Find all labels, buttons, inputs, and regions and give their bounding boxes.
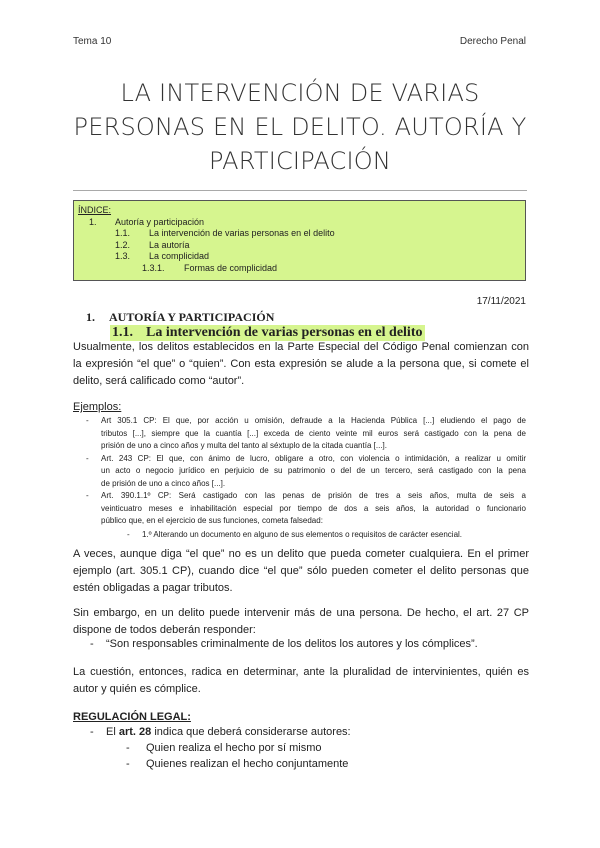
example-line: Art. 390.1.1º CP: Será castigado con las penas de prisión de tres a seis años, multa de seis a [101,491,526,500]
title-divider [73,190,527,191]
index-item-label: La complicidad [149,251,210,261]
regulation-article: art. 28 [118,726,152,738]
example-line: veinticuatro meses e inhabilitación especial por tiempo de dos a seis años, la autoridad o funcionario [101,503,526,513]
example-line: prisión de uno a cinco años y multa del tanto al séxtuplo de la citada cuantía [...]. [101,441,387,450]
paragraph [73,605,529,639]
paragraph-line: ejemplo (art. 305.1 CP), cuando dice “el que” sólo pueden cometer el delito personas que [73,565,529,577]
regulation-subitem [126,756,348,772]
regulation-item [90,724,351,741]
example-item [86,415,526,453]
regulation-suffix: indica que deberá considerarse autores: [151,726,351,738]
example-item [86,490,526,528]
index-item[interactable] [78,251,521,263]
paragraph-line: Usualmente, los delitos establecidos en la Parte Especial del Código Penal comienzan con [73,341,529,353]
list-dash: - [90,726,94,738]
example-item [86,453,526,491]
quote-item [90,636,478,653]
index-heading: ÍNDICE: [78,205,112,215]
header-topic: Tema 10 [73,36,112,47]
document-title [60,76,540,178]
list-dash: - [86,453,89,463]
title-line: PARTICIPACIÓN [208,147,392,175]
paragraph-line: Sin embargo, en un delito puede intervenir más de una persona. De hecho, el art. 27 CP [73,607,529,619]
list-dash: - [127,529,130,539]
regulation-list [90,724,351,741]
paragraph-line: delito, será calificado como “autor”. [73,375,245,387]
index-item[interactable] [78,217,521,229]
list-dash: - [86,416,89,425]
examples-label: Ejemplos: [73,401,122,413]
title-line: PERSONAS EN EL DELITO. AUTORÍA Y [73,113,527,141]
regulation-subitem-text: Quien realiza el hecho por sí mismo [146,742,322,754]
index-item-number: 1. [89,216,97,227]
example-line: Art. 243 CP: El que, con ánimo de lucro, obligare a otro, con violencia o intimidación, a realizar u omitir [101,453,526,463]
paragraph-line: A veces, aunque diga “el que” no es un delito que pueda cometer cualquiera. En el primer [73,548,529,560]
header-subject: Derecho Penal [459,36,526,47]
example-line: Art 305.1 CP: El que, por acción u omisión, defraude a la Hacienda Pública [...] eludiendo el pago de [101,416,526,425]
example-line: público que, en el ejercicio de sus funciones, cometa falsedad: [101,516,323,525]
section-title: AUTORÍA Y PARTICIPACIÓN [109,310,275,324]
regulation-sublist [126,740,348,772]
title-line: LA INTERVENCIÓN DE VARIAS [120,79,480,107]
index-item-number: 1.3. [115,251,131,261]
intro-paragraph [73,339,529,390]
regulation-subitem [126,740,348,756]
paragraph [73,546,529,597]
list-dash: - [126,742,130,754]
section-number: 1. [86,310,95,324]
example-line: un acto o negocio jurídico en perjuicio de su patrimonio o del de un tercero, será castigado con la pena [101,466,526,475]
list-dash: - [90,638,94,650]
regulation-subitem-text: Quienes realizan el hecho conjuntamente [146,758,349,770]
index-item[interactable] [78,263,521,275]
example-line: tributos [...], siempre que la cuantía [...] exceda de ciento veinte mil euros será castigado con la pena de [101,428,526,438]
quote-text: “Son responsables criminalmente de los delitos los autores y los cómplices”. [106,638,478,650]
index-item-label: La intervención de varias personas en el delito [149,228,335,238]
list-dash: - [86,491,89,500]
regulation-label: REGULACIÓN LEGAL: [73,711,191,723]
examples-list [86,415,526,541]
index-item-number: 1.3.1. [142,262,165,273]
paragraph-line: la expresión “el que” o “quien”. Con esta expresión se alude a la persona que, si comete el [73,358,529,370]
paragraph-line: La cuestión, entonces, radica en determinar, ante la pluralidad de intervinientes, quién es [73,666,529,678]
index-item-number: 1.1. [115,228,131,238]
index-box [73,200,526,281]
document-date: 17/11/2021 [476,296,526,307]
example-line: de prisión de uno a cinco años [...]. [101,478,226,488]
index-item-number: 1.2. [115,239,131,250]
subsection-number: 1.1. [112,325,133,340]
regulation-prefix: El [106,726,119,738]
example-line: 1.º Alterando un documento en alguno de sus elementos o requisitos de carácter esencial. [142,529,463,539]
index-item-label: Formas de complicidad [184,262,278,273]
index-item[interactable] [78,228,521,240]
index-item[interactable] [78,240,521,252]
paragraph-line: dispone de todos deberán responder: [73,624,256,636]
index-item-label: Autoría y participación [115,216,205,227]
list-dash: - [126,758,130,770]
quote-list [90,636,478,653]
example-subitem [86,529,526,542]
paragraph-line: autor y quién es cómplice. [73,683,201,695]
subsection-title: La intervención de varias personas en el delito [146,325,423,340]
paragraph [73,664,529,698]
paragraph-line: estén obligadas a pagar tributos. [73,582,233,594]
index-item-label: La autoría [149,239,190,250]
